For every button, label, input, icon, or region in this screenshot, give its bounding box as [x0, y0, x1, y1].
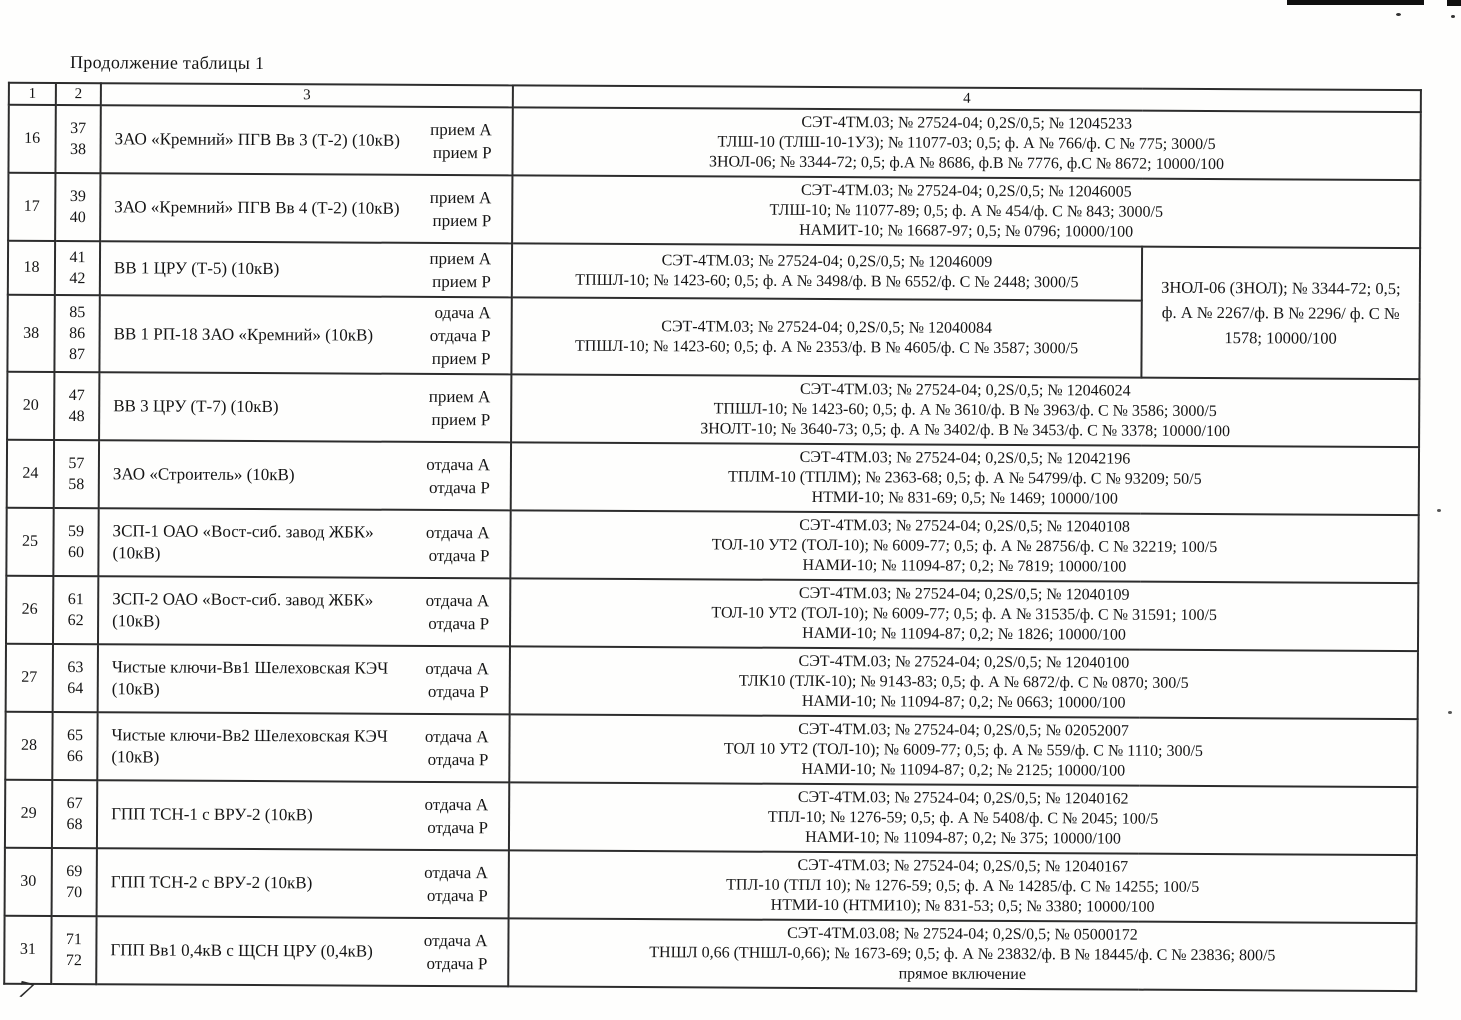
equipment-line: СЭТ-4ТМ.03; № 27524-04; 0,2S/0,5; № 02052007: [798, 720, 1129, 740]
direction-label: отдача Р: [426, 953, 488, 974]
equipment-line: ТПЛ-10 (ТПЛ 10); № 1276-59; 0,5; ф. А № 14285/ф. С № 14255; 100/5: [726, 876, 1200, 896]
connection-cell: [98, 576, 510, 646]
connection-inner: [114, 245, 505, 293]
connection-cell: [96, 916, 508, 986]
energy-directions: [426, 521, 504, 567]
direction-label: отдача Р: [427, 817, 489, 838]
point-number: 59: [68, 523, 85, 541]
equipment-line: СЭТ-4ТМ.03; № 27524-04; 0,2S/0,5; № 12040100: [798, 652, 1130, 672]
direction-label: отдача А: [424, 726, 489, 747]
equipment-line: ТОЛ-10 УТ2 (ТОЛ-10); № 6009-77; 0,5; ф. А № 31535/ф. С № 31591; 100/5: [711, 604, 1217, 625]
direction-label: прием Р: [431, 409, 491, 430]
table-row: [5, 848, 1417, 923]
connection-inner: [113, 451, 504, 499]
direction-label: отдача А: [425, 658, 489, 679]
row-number: 20: [7, 372, 54, 440]
energy-directions: [426, 453, 504, 499]
row-number: 25: [6, 508, 53, 576]
energy-directions: [425, 725, 503, 771]
point-number: 70: [66, 884, 83, 902]
equipment-line: НАМИТ-10; № 16687-97; 0,5; № 0796; 10000/100: [799, 221, 1134, 241]
metering-point-numbers: [52, 780, 97, 848]
equipment-cell: [510, 510, 1418, 583]
energy-directions: [424, 861, 502, 907]
equipment-line: СЭТ-4ТМ.03; № 27524-04; 0,2S/0,5; № 12040162: [797, 788, 1129, 808]
equipment-cell: [508, 918, 1416, 991]
direction-label: одача А: [434, 302, 491, 323]
metering-point-numbers: [55, 173, 100, 241]
equipment-line: ЗНОЛ-06; № 3344-72; 0,5; ф.А № 8686, ф.В № 7776, ф.С № 8672; 10000/100: [708, 153, 1225, 174]
equipment-line: НАМИ-10; № 11094-87; 0,2; № 1826; 10000/100: [802, 624, 1126, 644]
point-number: 63: [67, 659, 84, 677]
row-number: 30: [5, 848, 52, 916]
col-header-2: 2: [56, 83, 101, 105]
energy-directions: [425, 589, 503, 635]
point-number: 61: [67, 591, 84, 609]
table-row: [7, 440, 1419, 515]
connection-cell: [99, 295, 511, 374]
point-number: 71: [65, 931, 82, 949]
direction-label: прием Р: [432, 271, 491, 292]
direction-label: прием А: [429, 187, 492, 208]
point-number: 87: [68, 346, 86, 364]
energy-directions: [429, 385, 505, 431]
equipment-line: СЭТ-4ТМ.03; № 27524-04; 0,2S/0,5; № 12046024: [799, 380, 1131, 400]
point-number: 57: [68, 455, 85, 473]
equipment-cell: [510, 578, 1418, 651]
connection-inner: [112, 655, 503, 703]
point-number: 47: [68, 387, 85, 405]
equipment-line: ЗНОЛТ-10; № 3640-73; 0,5; ф. А № 3402/ф. В № 3453/ф. С № 3378; 10000/100: [700, 420, 1231, 441]
row-number: 18: [8, 241, 55, 295]
connection-inner: [111, 791, 502, 839]
connection-inner: [113, 383, 504, 431]
connection-inner: [111, 859, 502, 907]
direction-label: отдача Р: [429, 325, 491, 346]
direction-label: отдача А: [424, 862, 488, 883]
equipment-cell: [509, 714, 1417, 787]
equipment-line: ТПШЛ-10; № 1423-60; 0,5; ф. А № 3498/ф. В № 6552/ф. С № 2448; 3000/5: [575, 271, 1079, 292]
point-number: 64: [67, 680, 84, 698]
table-body: [4, 105, 1421, 991]
direction-label: прием А: [428, 386, 491, 407]
metering-point-numbers: [53, 644, 98, 712]
equipment-cell: [511, 297, 1141, 377]
connection-name: ЗСП-1 ОАО «Вост-сиб. завод ЖБК» (10кВ): [112, 521, 374, 563]
direction-label: отдача А: [425, 590, 490, 611]
connection-inner: [112, 587, 503, 635]
energy-directions: [424, 793, 502, 839]
col-header-4: 4: [513, 85, 1421, 112]
table-row: [6, 576, 1418, 651]
point-number: 67: [66, 795, 83, 813]
point-number: 40: [69, 209, 86, 227]
col-header-3: 3: [101, 83, 513, 107]
direction-label: прием А: [429, 248, 492, 269]
point-number: 85: [69, 304, 86, 322]
connection-cell: [99, 440, 511, 510]
direction-label: отдача А: [424, 794, 489, 815]
energy-directions: [425, 657, 503, 703]
point-number: 38: [70, 141, 87, 159]
equipment-line: ТПЛ-10; № 1276-59; 0,5; ф. А № 5408/ф. С № 2045; 100/5: [767, 808, 1159, 828]
row-number: 17: [8, 173, 55, 241]
connection-inner: [110, 927, 501, 975]
connection-inner: [113, 299, 504, 370]
point-number: 41: [69, 249, 86, 267]
direction-label: прием Р: [432, 210, 492, 231]
connection-cell: [100, 173, 512, 243]
table-row: [8, 241, 1420, 302]
connection-cell: [98, 508, 510, 578]
connection-cell: [100, 105, 512, 175]
metering-point-numbers: [54, 440, 99, 508]
table-row: [7, 372, 1419, 447]
equipment-line: НАМИ-10; № 11094-87; 0,2; № 7819; 10000/100: [802, 556, 1127, 576]
direction-label: прием А: [430, 119, 492, 140]
direction-label: отдача Р: [428, 477, 490, 498]
point-number: 39: [69, 188, 86, 206]
connection-cell: [99, 372, 511, 442]
connection-name: ЗАО «Кремний» ПГВ Вв 3 (Т-2) (10кВ): [114, 129, 400, 150]
table-row: [6, 644, 1418, 719]
equipment-line: ТПШЛ-10; № 1423-60; 0,5; ф. А № 2353/ф. В № 4605/ф. С № 3587; 3000/5: [574, 337, 1079, 357]
equipment-line: СЭТ-4ТМ.03; № 27524-04; 0,2S/0,5; № 12046009: [661, 252, 993, 271]
table-row: [4, 916, 1416, 991]
equipment-line: НАМИ-10; № 11094-87; 0,2; № 375; 10000/100: [805, 828, 1121, 848]
energy-directions: [430, 301, 505, 370]
point-number: 37: [70, 120, 87, 138]
row-number: 29: [5, 780, 52, 848]
equipment-line: СЭТ-4ТМ.03; № 27524-04; 0,2S/0,5; № 12045233: [801, 113, 1133, 133]
equipment-cell: [510, 646, 1418, 719]
connection-name: Чистые ключи-Вв1 Шелеховская КЭЧ (10кВ): [111, 657, 389, 699]
equipment-line: СЭТ-4ТМ.03.08; № 27524-04; 0,2S/0,5; № 05000172: [787, 924, 1138, 944]
equipment-cell: [512, 175, 1420, 248]
row-number: 26: [6, 576, 53, 644]
row-number: 38: [7, 295, 54, 372]
connection-name: ГПП ТСН-1 с ВРУ-2 (10кВ): [111, 804, 313, 825]
direction-label: отдача Р: [427, 749, 489, 770]
metering-point-numbers: [51, 916, 96, 984]
table-row: [8, 173, 1420, 248]
equipment-line: ТОЛ 10 УТ2 (ТОЛ-10); № 6009-77; 0,5; ф. А № 559/ф. С № 1110; 300/5: [723, 740, 1203, 760]
equipment-line: СЭТ-4ТМ.03; № 27524-04; 0,2S/0,5; № 12040109: [798, 584, 1130, 604]
energy-directions: [429, 247, 505, 293]
direction-label: отдача Р: [428, 613, 490, 634]
connection-name: ГПП Вв1 0,4кВ с ЩСН ЦРУ (0,4кВ): [110, 940, 373, 961]
table-row: [5, 712, 1417, 787]
equipment-line: СЭТ-4ТМ.03; № 27524-04; 0,2S/0,5; № 12040167: [797, 856, 1129, 876]
equipment-line: ТЛК10 (ТЛК-10); № 9143-83; 0,5; ф. А № 6872/ф. С № 0870; 300/5: [738, 672, 1189, 692]
point-number: 86: [69, 325, 86, 343]
direction-label: отдача А: [425, 522, 490, 543]
connection-name: ВВ 1 ЦРУ (Т-5) (10кВ): [113, 258, 280, 279]
point-number: 58: [68, 476, 85, 494]
shared-voltage-transformer-note: ЗНОЛ-06 (ЗНОЛ); № 3344-72; 0,5; ф. А № 2267/ф. В № 2296/ ф. С № 1578; 10000/100: [1141, 247, 1420, 379]
equipment-line: ТОЛ-10 УТ2 (ТОЛ-10); № 6009-77; 0,5; ф. А № 28756/ф. С № 32219; 100/5: [711, 536, 1218, 557]
metering-point-numbers: [53, 508, 98, 576]
row-number: 24: [7, 440, 54, 508]
point-number: 69: [66, 863, 83, 881]
connection-name: ЗАО «Строитель» (10кВ): [112, 464, 295, 485]
point-number: 42: [69, 270, 86, 288]
metering-point-numbers: [54, 372, 99, 440]
connection-inner: [114, 184, 505, 232]
point-number: 72: [65, 952, 82, 970]
equipment-line: ТПШЛ-10; № 1423-60; 0,5; ф. А № 3610/ф. В № 3963/ф. С № 3586; 3000/5: [713, 400, 1217, 421]
direction-label: отдача А: [426, 454, 490, 475]
equipment-line: НАМИ-10; № 11094-87; 0,2; № 0663; 10000/100: [801, 692, 1126, 712]
equipment-line: НАМИ-10; № 11094-87; 0,2; № 2125; 10000/100: [801, 760, 1126, 780]
connection-cell: [97, 712, 509, 782]
connection-inner: [112, 519, 503, 567]
equipment-line: СЭТ-4ТМ.03; № 27524-04; 0,2S/0,5; № 12040084: [661, 317, 993, 337]
equipment-cell: [509, 782, 1417, 855]
col-header-1: 1: [9, 83, 56, 105]
equipment-cell: [512, 243, 1142, 300]
connection-name: ВВ 3 ЦРУ (Т-7) (10кВ): [113, 396, 279, 417]
equipment-cell: [511, 442, 1419, 515]
equipment-line: ТПЛМ-10 (ТПЛМ); № 2363-68; 0,5; ф. А № 54799/ф. С № 93209; 50/5: [728, 468, 1202, 488]
table-row: [8, 105, 1420, 180]
handwritten-page-number: 7: [14, 976, 37, 1006]
row-number: 27: [6, 644, 53, 712]
connection-name: Чистые ключи-Вв2 Шелеховская КЭЧ (10кВ): [111, 725, 388, 767]
direction-label: отдача Р: [428, 545, 490, 566]
direction-label: прием Р: [431, 348, 491, 369]
connection-name: ВВ 1 РП-18 ЗАО «Кремний» (10кВ): [113, 323, 374, 345]
direction-label: отдача Р: [427, 681, 489, 702]
equipment-line: ТНШЛ 0,66 (ТНШЛ-0,66); № 1673-69; 0,5; ф. А № 23832/ф. В № 18445/ф. С № 23836; 800/5: [649, 944, 1276, 965]
direction-label: отдача Р: [426, 885, 488, 906]
energy-directions: [430, 118, 506, 164]
metering-point-numbers: [55, 241, 100, 295]
metering-points-table: [3, 82, 1422, 992]
equipment-cell: [509, 850, 1417, 923]
point-number: 48: [68, 408, 85, 426]
equipment-line: НТМИ-10 (НТМИ10); № 831-53; 0,5; № 3380; 10000/100: [770, 896, 1155, 916]
direction-label: отдача А: [423, 930, 488, 951]
scan-edge-artifact: [1287, 0, 1424, 5]
point-number: 62: [67, 612, 84, 630]
direction-label: прием Р: [432, 142, 492, 163]
energy-directions: [424, 929, 502, 975]
energy-directions: [430, 186, 506, 232]
equipment-line: прямое включение: [898, 965, 1027, 984]
connection-cell: [98, 644, 510, 714]
connection-cell: [100, 241, 512, 297]
point-number: 66: [66, 748, 83, 766]
table-row: [6, 508, 1418, 583]
point-number: 65: [66, 727, 84, 745]
equipment-line: СЭТ-4ТМ.03; № 27524-04; 0,2S/0,5; № 12046005: [800, 181, 1132, 201]
equipment-line: НТМИ-10; № 831-69; 0,5; № 1469; 10000/100: [811, 488, 1118, 508]
connection-name: ГПП ТСН-2 с ВРУ-2 (10кВ): [110, 872, 313, 893]
equipment-line: СЭТ-4ТМ.03; № 27524-04; 0,2S/0,5; № 12040108: [799, 516, 1130, 536]
connection-inner: [111, 723, 502, 771]
scan-edge-artifact: [1447, 0, 1461, 6]
point-number: 60: [67, 544, 85, 562]
page-title: Продолжение таблицы 1: [69, 52, 265, 74]
connection-inner: [115, 116, 506, 164]
metering-point-numbers: [54, 295, 99, 372]
point-number: 68: [66, 816, 83, 834]
equipment-line: ТЛШ-10; № 11077-89; 0,5; ф. А № 454/ф. С № 843; 3000/5: [769, 201, 1164, 221]
row-number: 16: [8, 105, 55, 173]
equipment-cell: [512, 107, 1420, 180]
metering-point-numbers: [52, 848, 97, 916]
connection-cell: [97, 848, 509, 918]
metering-point-numbers: [53, 576, 98, 644]
table-row: [5, 780, 1417, 855]
metering-point-numbers: [55, 105, 100, 173]
equipment-cell: [511, 374, 1419, 447]
equipment-line: ТЛШ-10 (ТЛШ-10-1У3); № 11077-03; 0,5; ф. А № 766/ф. С № 775; 3000/5: [717, 133, 1216, 154]
connection-name: ЗСП-2 ОАО «Вост-сиб. завод ЖБК» (10кВ): [112, 589, 374, 631]
row-number: 31: [4, 916, 51, 984]
row-number: 28: [5, 712, 52, 780]
connection-name: ЗАО «Кремний» ПГВ Вв 4 (Т-2) (10кВ): [114, 197, 400, 218]
metering-point-numbers: [52, 712, 97, 780]
equipment-line: СЭТ-4ТМ.03; № 27524-04; 0,2S/0,5; № 12042196: [799, 448, 1131, 468]
connection-cell: [97, 780, 509, 850]
